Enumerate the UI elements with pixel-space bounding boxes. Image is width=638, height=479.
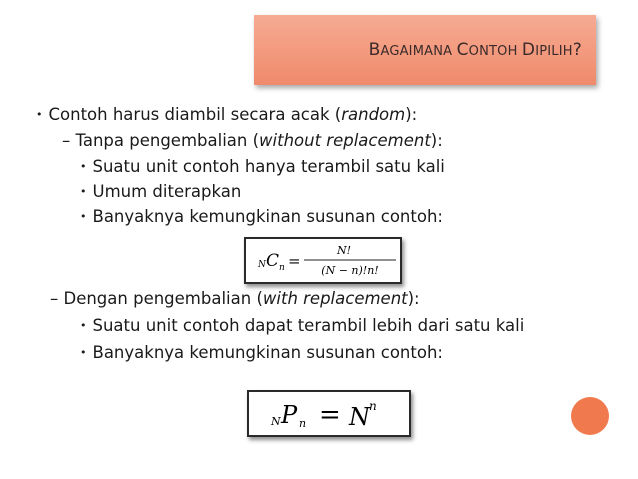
line-end: ):	[405, 105, 418, 124]
combination-formula-svg	[246, 239, 400, 282]
line-text: Suatu unit contoh hanya terambil satu kali	[92, 157, 445, 176]
bullet-dot: •	[80, 210, 87, 223]
bullet-line-8	[80, 343, 443, 363]
formula-equals: =	[288, 252, 301, 270]
formula-subscript: n	[279, 263, 285, 273]
formula-symbol: P	[281, 401, 298, 429]
line-end: ):	[407, 289, 420, 308]
permutation-formula	[247, 390, 411, 437]
title-part: ONTOH	[468, 44, 522, 59]
formula-denominator: (N − n)!n!	[321, 264, 379, 277]
sub-line-without-replacement	[62, 131, 443, 151]
bullet-dot: •	[80, 319, 87, 332]
title-part: IPILIH	[535, 44, 573, 59]
line-italic: without replacement	[259, 131, 431, 150]
line-text: Banyaknya kemungkinan susunan contoh:	[92, 207, 443, 226]
line-text: Banyaknya kemungkinan susunan contoh:	[92, 343, 443, 362]
line-text: Dengan pengembalian (	[58, 289, 263, 308]
formula-base: N	[349, 403, 370, 431]
title-part: D	[521, 40, 536, 60]
bullet-line-7	[80, 316, 524, 336]
formula-symbol: C	[266, 251, 280, 271]
line-text: Tanpa pengembalian (	[70, 131, 260, 150]
bullet-line-1	[36, 105, 417, 125]
bullet-dot: •	[80, 160, 87, 173]
formula-pre-subscript: N	[258, 260, 266, 270]
line-italic: random	[341, 105, 406, 124]
line-text: Suatu unit contoh dapat terambil lebih dari satu kali	[92, 316, 525, 335]
bullet-dot: •	[80, 346, 87, 359]
slide-title	[369, 40, 582, 60]
bullet-line-3	[80, 157, 445, 177]
bullet-line-4	[80, 182, 241, 202]
combination-formula	[244, 237, 402, 284]
title-banner	[254, 15, 596, 85]
formula-numerator: N!	[336, 244, 352, 257]
bullet-dot: •	[80, 185, 87, 198]
dash-marker: –	[62, 131, 71, 150]
title-part: AGAIMANA	[380, 44, 457, 59]
decorative-circle	[571, 397, 609, 435]
bullet-line-5	[80, 207, 443, 227]
title-part: ?	[572, 40, 582, 60]
permutation-formula-svg	[249, 392, 409, 435]
formula-equals: =	[319, 400, 341, 430]
bullet-dot: •	[36, 108, 43, 121]
formula-exponent: n	[369, 399, 377, 413]
formula-subscript: n	[299, 417, 307, 430]
line-text: Umum diterapkan	[92, 182, 242, 201]
title-part: B	[368, 40, 381, 60]
dash-marker: –	[50, 289, 59, 308]
line-text: Contoh harus diambil secara acak (	[48, 105, 342, 124]
formula-pre-subscript: N	[271, 415, 281, 428]
sub-line-with-replacement	[50, 289, 420, 309]
line-italic: with replacement	[262, 289, 408, 308]
line-end: ):	[430, 131, 443, 150]
title-part: C	[456, 40, 469, 60]
